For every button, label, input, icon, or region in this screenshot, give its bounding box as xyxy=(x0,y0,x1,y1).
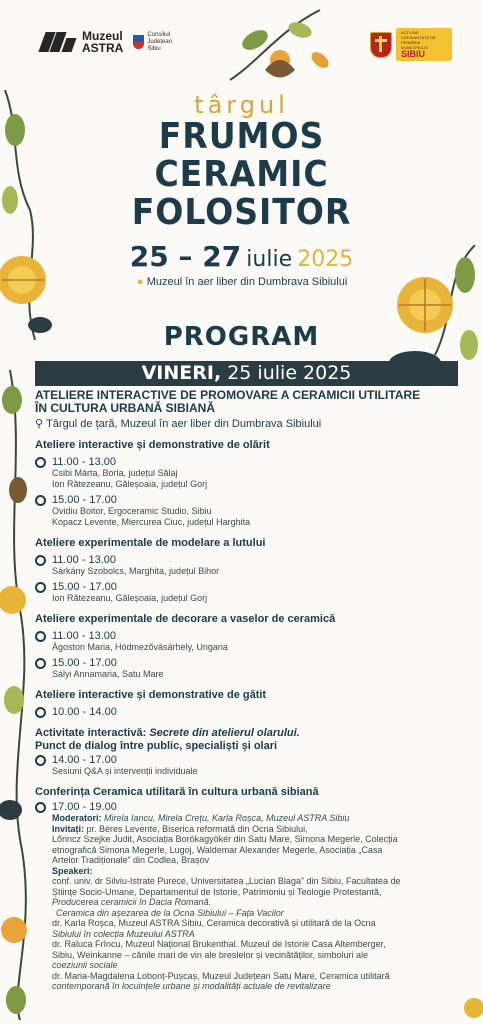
slot-time: 11.00 - 13.00 xyxy=(52,456,117,468)
clock-icon xyxy=(35,582,46,593)
folk-ornament-top-right xyxy=(220,0,340,90)
event-location xyxy=(35,417,475,430)
slot-time: 15.00 - 17.00 xyxy=(52,581,117,593)
consiliul-judetean-logo xyxy=(133,32,172,53)
section-title: Ateliere interactive și demonstrative de gătit xyxy=(35,689,267,701)
slot-line: Csibi Márta, Borla, județul Sălaj xyxy=(52,468,178,478)
speaker-line: dr. Raluca Frîncu, Muzeul Național Brukenthal. Muzeul de Istorie Casa Altemberger, xyxy=(52,939,386,949)
clock-icon xyxy=(35,755,46,766)
title-line-2: CERAMIC xyxy=(154,154,329,195)
title-line-3: FOLOSITOR xyxy=(131,192,352,233)
pm-small-text: ACȚIUNE COFINANȚATĂ DE PRIMĂRIA MUNICIPIULUI xyxy=(401,30,436,50)
section-title: Ateliere experimentale de modelare a lutului xyxy=(35,537,266,549)
guests-line: etnografică Simona Megerle, Lugoj, Waldemar Alexander Megerle, Asociația „Casa xyxy=(52,844,383,855)
section-title xyxy=(35,727,475,740)
venue-text: Muzeul în aer liber din Dumbrava Sibiului xyxy=(146,276,348,288)
cjs-line2: Județean xyxy=(147,38,173,45)
speaker-line: coeziunii sociale xyxy=(52,960,118,970)
logo-astra-text: ASTRA xyxy=(82,41,124,55)
dates-days: 25 – 27 xyxy=(129,240,242,273)
guests-label: Invitați: xyxy=(52,823,85,834)
event-title-2: ÎN CULTURA URBANĂ SIBIANĂ xyxy=(35,401,215,415)
slot-time: 11.00 - 13.00 xyxy=(52,554,117,566)
list-item xyxy=(35,754,475,777)
guests-line: Artelor Tradiționale” din Codlea, Brașov xyxy=(52,855,210,865)
section-subtitle: Punct de dialog între public, specialiști și olari xyxy=(35,740,278,752)
cjs-line1: Consiliul xyxy=(147,31,171,38)
location-pin-icon: ● xyxy=(136,276,144,288)
section-title: Conferința Ceramica utilitară în cultura urbană sibiană xyxy=(35,786,319,798)
slot-line: Ovidiu Boitor, Ergoceramic Studio, Sibiu xyxy=(52,506,212,516)
section-title-a: Activitate interactivă: xyxy=(35,727,150,739)
speaker-line: Producerea ceramicii în Dacia Romană. xyxy=(52,897,212,907)
speaker-line: conf. univ. dr Silviu-Istrate Purece, Universitatea „Lucian Blaga” din Sibiu, Facultatea de xyxy=(52,876,401,886)
clock-icon xyxy=(35,707,46,718)
slot-line: Ion Rătezeanu, Găleșoaia, județul Gorj xyxy=(52,479,208,489)
astra-logo-mark-icon xyxy=(42,32,76,52)
moderators-text: Mirela Iancu, Mirela Crețu, Karla Roșca, Muzeul ASTRA Sibiu xyxy=(104,813,350,823)
dates-month: iulie xyxy=(246,247,293,272)
section-title: Ateliere interactive și demonstrative de olărit xyxy=(35,439,270,451)
slot-time: 14.00 - 17.00 xyxy=(52,754,117,766)
venue xyxy=(0,276,483,288)
speakers-label: Speakeri: xyxy=(52,865,93,876)
slot-line: Kopacz Levente, Miercurea Ciuc, județul Harghita xyxy=(52,517,251,527)
speaker-line: Științe Socio-Umane, Departamentul de Istorie, Patrimoniu și Teologie Protestantă, xyxy=(52,886,382,897)
primaria-sibiu-logo xyxy=(370,28,452,61)
event-dates xyxy=(0,240,483,273)
list-item xyxy=(35,657,475,680)
guests xyxy=(52,824,475,835)
folk-ornament-left-bottom xyxy=(0,370,40,1020)
event-location-text: Târgul de țară, Muzeul în aer liber din Dumbrava Sibiului xyxy=(46,418,322,430)
moderators xyxy=(52,813,475,824)
speaker-line: dr. Maria-Magdalena Lobonț-Pușcaș, Muzeul Județean Satu Mare, Ceramica utilitară xyxy=(52,970,390,981)
title-pre: târgul xyxy=(194,91,289,119)
cjs-line3: Sibiu xyxy=(147,45,161,52)
list-item xyxy=(35,801,475,813)
slot-line: Ion Rătezeanu, Găleșoaia, județul Gorj xyxy=(52,593,208,603)
slot-line: Sesiuni Q&A și intervenții individuale xyxy=(52,766,198,776)
speaker-line: Sibiu, Weinkanne – cănile mari de vin ale breslelor și vecinătăților, simboluri ale xyxy=(52,949,368,960)
clock-icon xyxy=(35,658,46,669)
speaker-line: Sibiului în colecția Muzeului ASTRA xyxy=(52,928,195,939)
clock-icon xyxy=(35,802,46,813)
slot-time: 10.00 - 14.00 xyxy=(52,706,117,718)
slot-line: Sályi Annamaria, Satu Mare xyxy=(52,669,164,679)
guests-text: pr. Béres Levente, Biserica reformată din Ocna Sibiului, xyxy=(86,823,308,834)
day-banner xyxy=(35,361,458,386)
slot-time: 11.00 - 13.00 xyxy=(52,630,117,642)
speakers-label-row xyxy=(52,866,475,877)
speaker-line: dr. Karla Roșca, Muzeul ASTRA Sibiu, Ceramica decorativă și utilitară de la Ocna xyxy=(52,918,376,928)
section-title: Ateliere experimentale de decorare a vaselor de ceramică xyxy=(35,613,336,625)
list-item xyxy=(35,630,475,653)
clock-icon xyxy=(35,495,46,506)
slot-time: 17.00 - 19.00 xyxy=(52,801,117,813)
slot-line: Ágoston Maria, Hódmezővásárhely, Ungaria xyxy=(52,642,228,652)
moderators-label: Moderatori: xyxy=(52,813,102,823)
guests-line: Lőrincz Szejke Judit, Asociația Borókagyökér din Satu Mare, Simona Megerle, Colecția xyxy=(52,834,398,844)
speaker-line: Ceramica din așezarea de la Ocna Sibiului – Fața Vacilor xyxy=(56,907,284,918)
program-heading: PROGRAM xyxy=(163,322,320,352)
logo-muzeul-text: Muzeul xyxy=(82,29,123,43)
list-item xyxy=(35,494,475,528)
clock-icon xyxy=(35,457,46,468)
event-title-1: ATELIERE INTERACTIVE DE PROMOVARE A CERAMICII UTILITARE xyxy=(35,388,421,402)
program-content xyxy=(35,389,475,992)
list-item xyxy=(35,456,475,490)
folk-ornament-bottom-right xyxy=(458,990,483,1024)
day-name: VINERI, xyxy=(141,362,222,384)
slot-time: 15.00 - 17.00 xyxy=(52,657,117,669)
event-title xyxy=(0,92,483,232)
clock-icon xyxy=(35,555,46,566)
clock-icon xyxy=(35,631,46,642)
title-line-1: FRUMOS xyxy=(158,116,325,157)
list-item xyxy=(35,581,475,604)
location-pin-icon: ⚲ xyxy=(35,418,44,430)
slot-time: 15.00 - 17.00 xyxy=(52,494,117,506)
speaker-line: contemporană în locuințele urbane și modalități actuale de revitalizare xyxy=(52,981,331,991)
list-item xyxy=(35,706,475,718)
muzeul-astra-logo xyxy=(42,30,172,54)
section-title-b: Secrete din atelierul olarului. xyxy=(149,727,300,739)
day-date: 25 iulie 2025 xyxy=(227,362,352,384)
list-item xyxy=(35,554,475,577)
slot-line: Sárkány Szobolcs, Marghita, județul Bihor xyxy=(52,566,220,576)
dates-year: 2025 xyxy=(297,247,354,272)
pm-sibiu-text: SIBIU xyxy=(401,49,426,59)
sibiu-coat-of-arms-icon xyxy=(370,32,392,58)
county-shield-icon xyxy=(133,35,144,49)
